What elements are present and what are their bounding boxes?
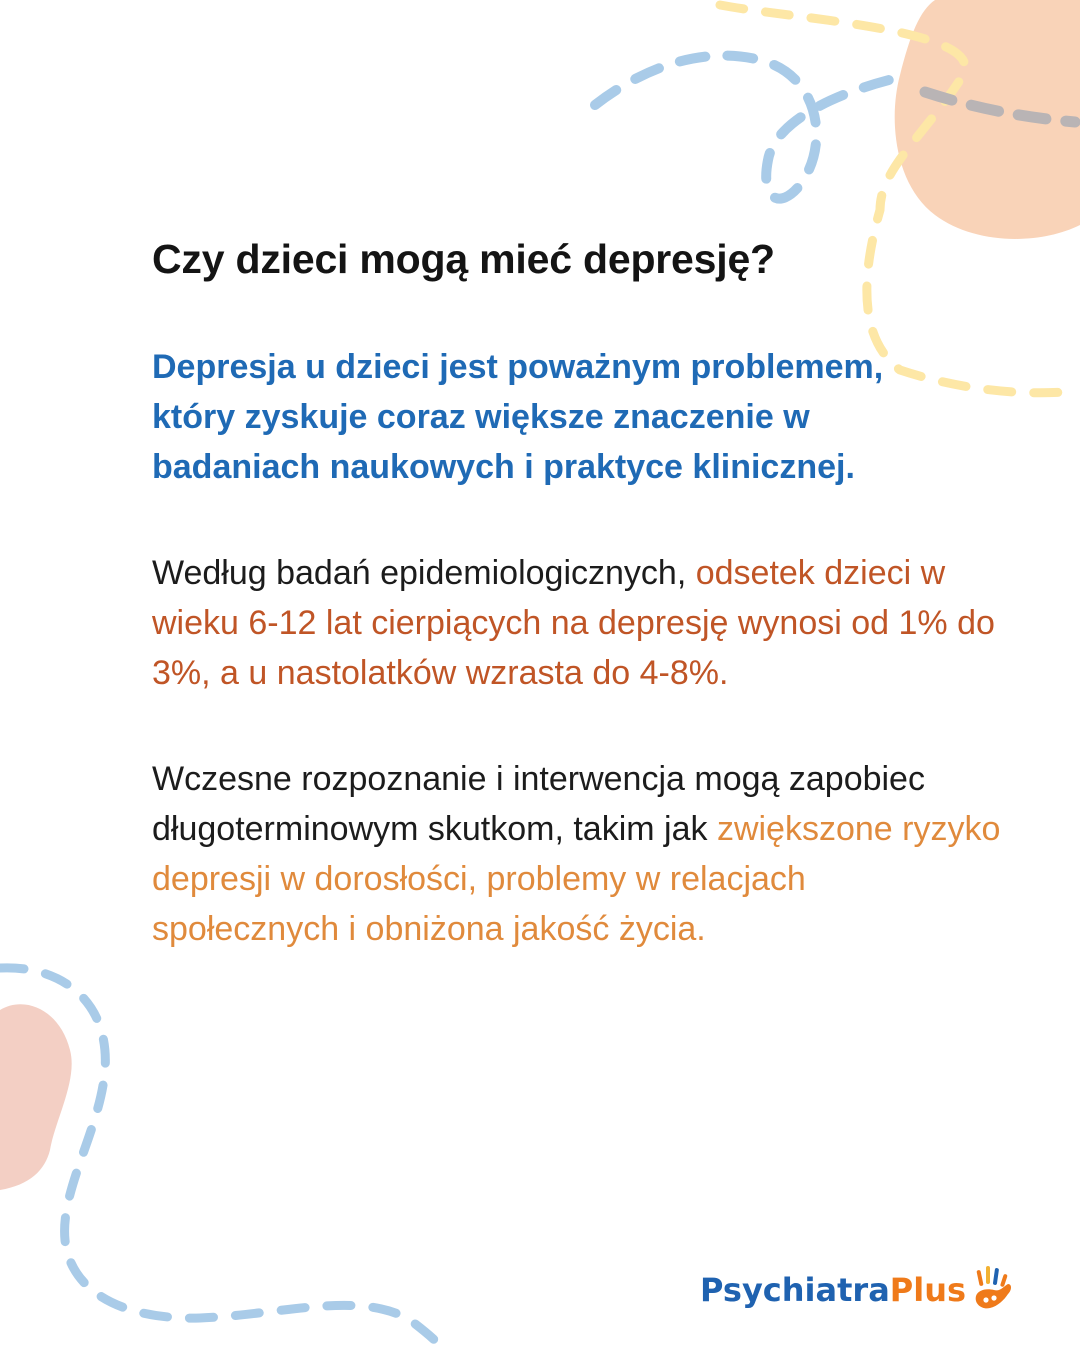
- consequences-paragraph: [152, 754, 1002, 954]
- consequences-highlight: zwiększone ryzyko depresji w dorosłości, problemy w relacjach społecznych i obniżona jakość życia.: [152, 810, 1001, 948]
- lead-paragraph: Depresja u dzieci jest poważnym problemem, który zyskuje coraz większe znaczenie w badaniach naukowych i praktyce klinicznej.: [152, 348, 884, 486]
- logo-text-psychiatra: Psychiatra: [700, 1271, 890, 1309]
- blue-dashed-curve-left: [0, 968, 445, 1350]
- hand-icon: [968, 1262, 1016, 1318]
- page-title: Czy dzieci mogą mieć depresję?: [152, 236, 775, 282]
- consequences-intro: Wczesne rozpoznanie i interwencja mogą zapobiec długoterminowym skutkom, takim jak: [152, 760, 925, 848]
- pink-blob: [0, 1004, 72, 1190]
- statistics-intro: Według badań epidemiologicznych,: [152, 554, 696, 592]
- logo-text-plus: Plus: [889, 1271, 967, 1309]
- peach-blob: [895, 0, 1080, 239]
- gray-dashed-line: [925, 92, 1075, 122]
- statistics-paragraph: [152, 548, 1002, 698]
- statistics-highlight: odsetek dzieci w wieku 6-12 lat cierpiących na depresję wynosi od 1% do 3%, a u nastolatków wzrasta do 4-8%.: [152, 554, 995, 692]
- content: [152, 230, 1012, 1010]
- brand-logo: [700, 1262, 1016, 1318]
- blue-dashed-loop: [595, 56, 910, 199]
